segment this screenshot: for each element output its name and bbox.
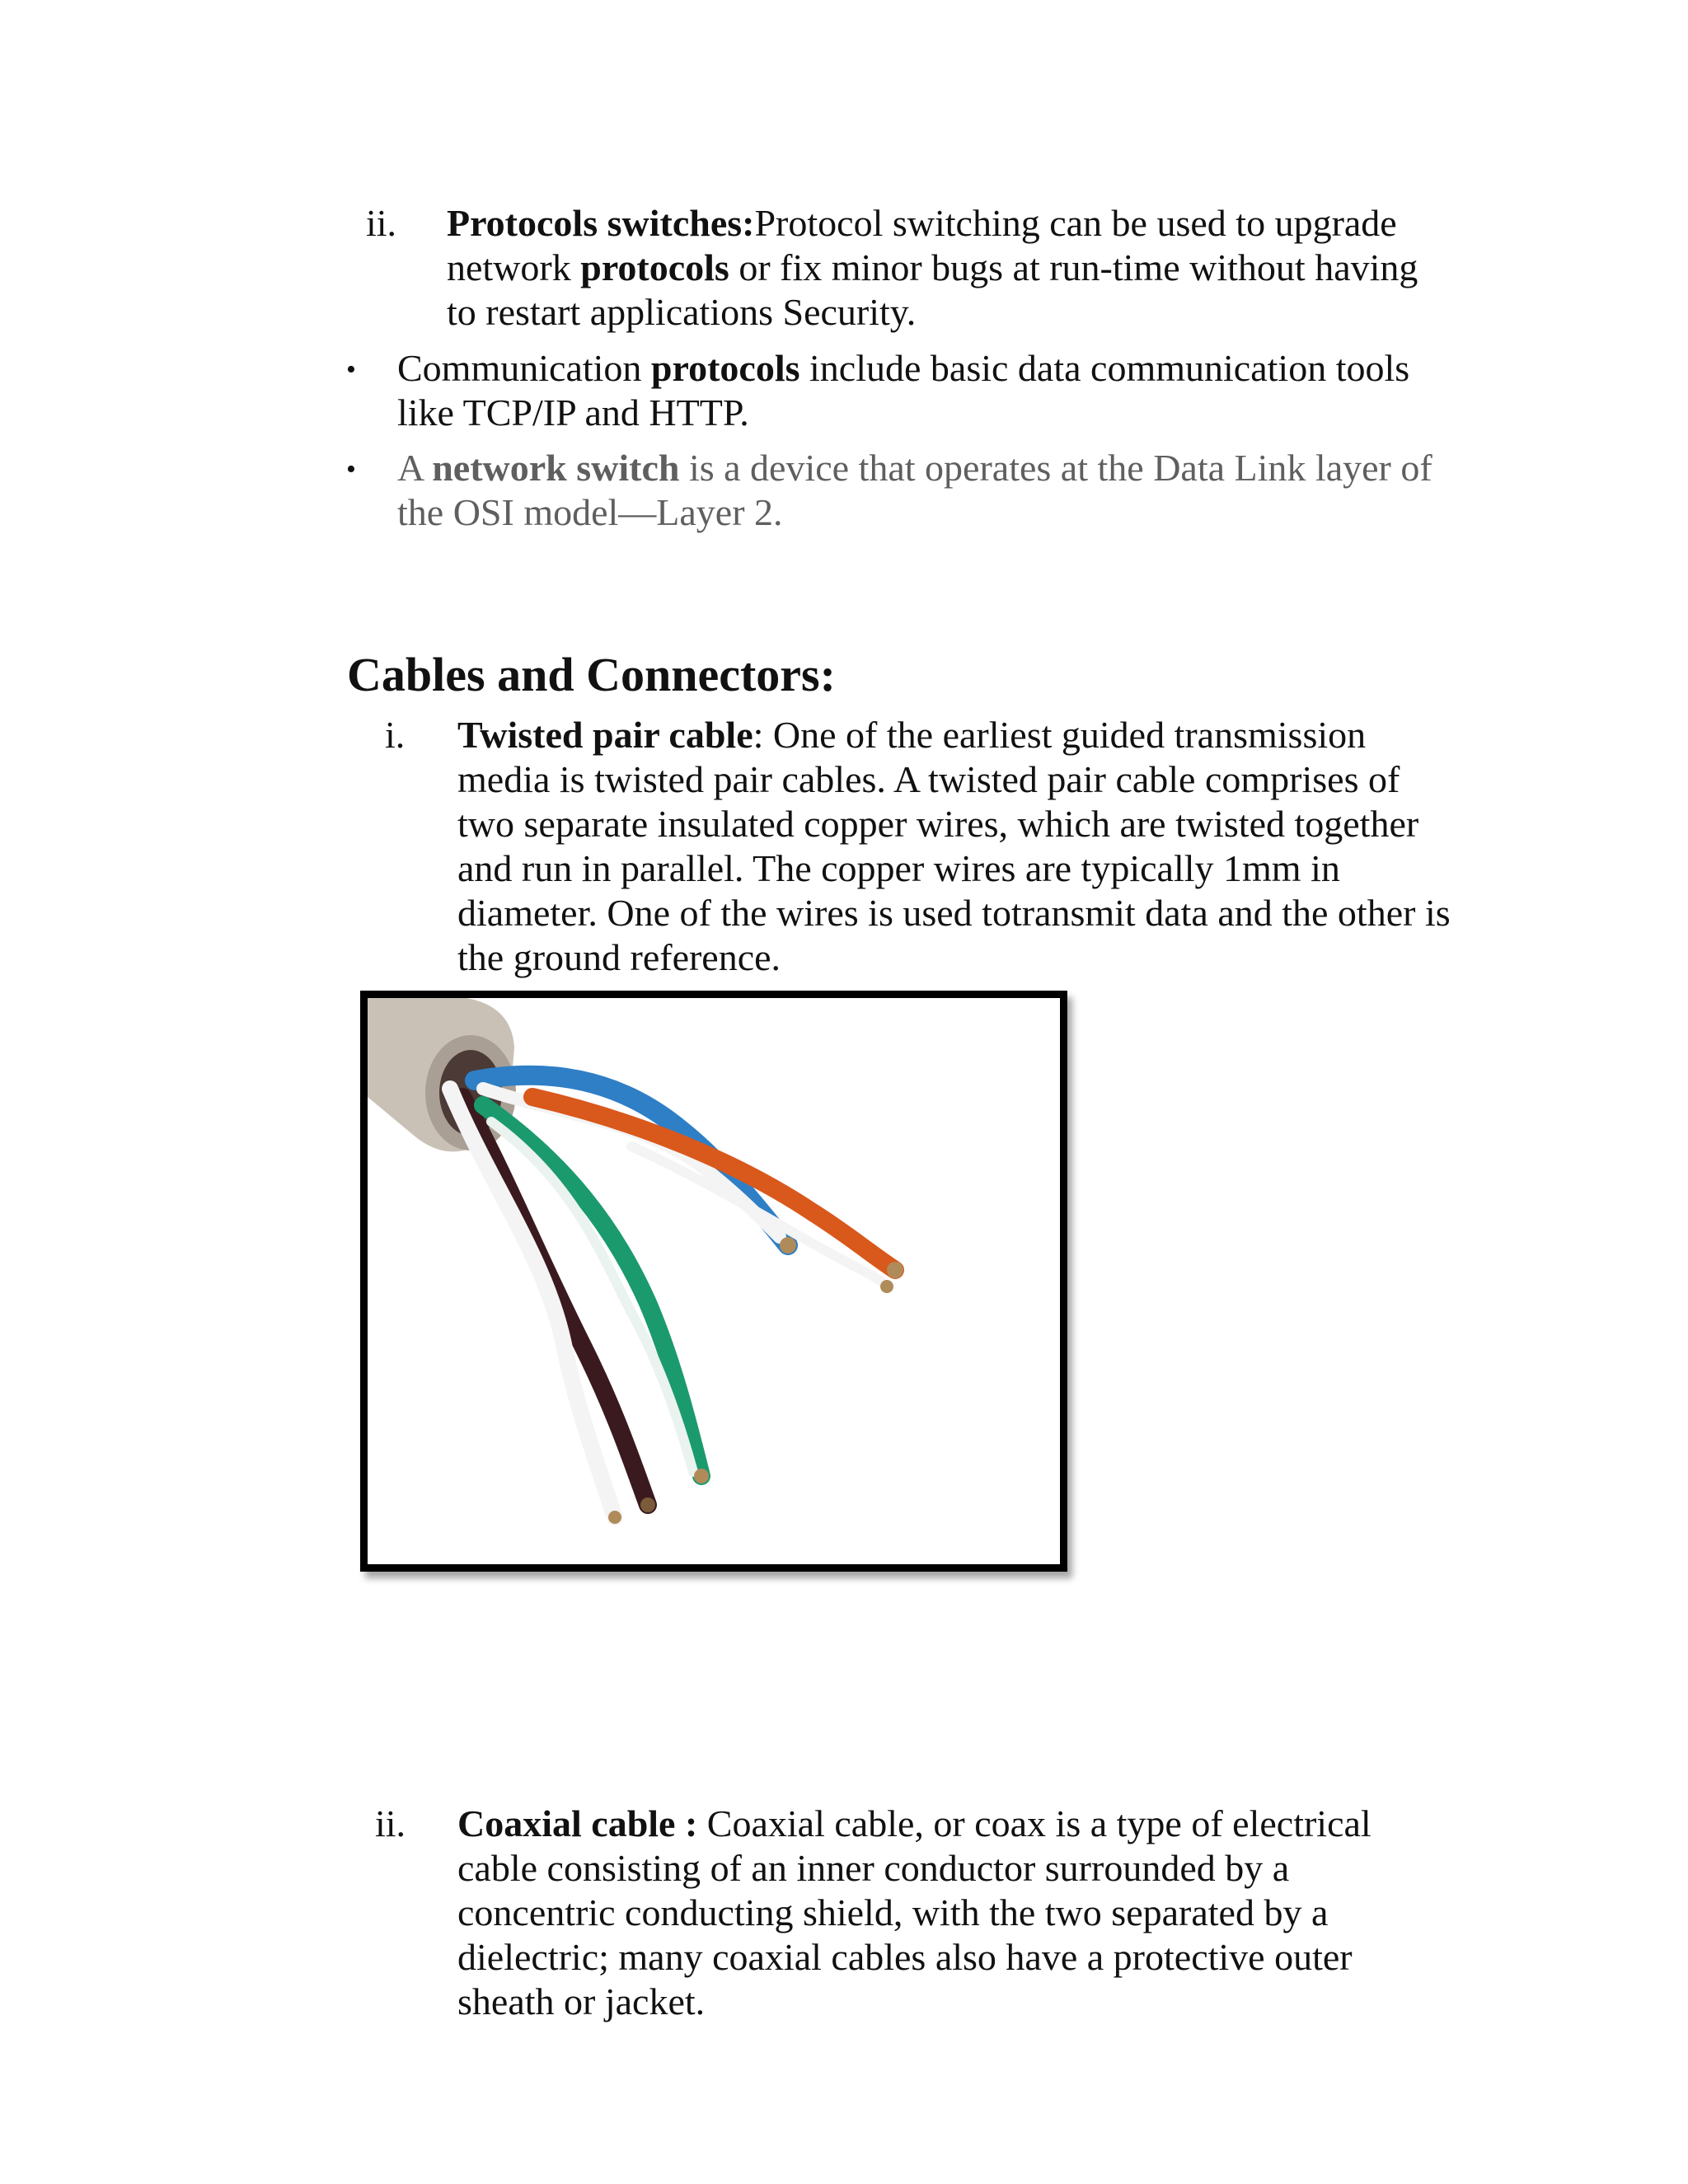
body-text: Protocol switching can be used to upgrade network (447, 202, 1397, 288)
list-item-text (457, 713, 1455, 980)
body-text: include basic data communication tools like TCP/IP and HTTP. (397, 347, 1410, 434)
list-marker: ii. (366, 202, 397, 244)
twisted-pair-cable-icon (368, 998, 1060, 1564)
list-item-text (457, 1802, 1455, 2024)
body-text: Coaxial cable, or coax is a type of electrical cable consisting of an inner conductor surrounded by a concentric conducting shield, with the two separated by a dielectric; many coaxial cables also have a protective outer sheath or jacket. (457, 1802, 1372, 2022)
bullet-marker: • (346, 454, 356, 485)
term-bold: protocols (650, 347, 800, 389)
body-text: A (397, 447, 433, 489)
bullet-text (397, 446, 1436, 535)
body-text: : One of the earliest guided transmission media is twisted pair cables. A twisted pair cable comprises of two separate insulated copper wires, which are twisted together and run in parallel. The copper wires are typically 1mm in diameter. One of the wires is used totransmit data and the other is the ground reference. (457, 714, 1451, 978)
bullet-marker: • (346, 354, 356, 385)
term-bold: network switch (432, 447, 680, 489)
bullet-text (397, 346, 1436, 435)
term-bold: Twisted pair cable (457, 714, 753, 756)
list-marker: i. (385, 714, 406, 756)
term-bold: Protocols switches: (447, 202, 755, 244)
section-heading: Cables and Connectors: (347, 648, 836, 701)
list-item-text (447, 201, 1452, 335)
term-bold: protocols (580, 246, 729, 288)
list-marker: ii. (375, 1802, 406, 1844)
body-text: or fix minor bugs at run-time without having to restart applications Security. (447, 246, 1418, 333)
twisted-pair-cable-photo (360, 991, 1067, 1572)
body-text: is a device that operates at the Data Link layer of the OSI model—Layer 2. (397, 447, 1432, 533)
term-bold: Coaxial cable : (457, 1802, 698, 1844)
body-text: Communication (397, 347, 651, 389)
